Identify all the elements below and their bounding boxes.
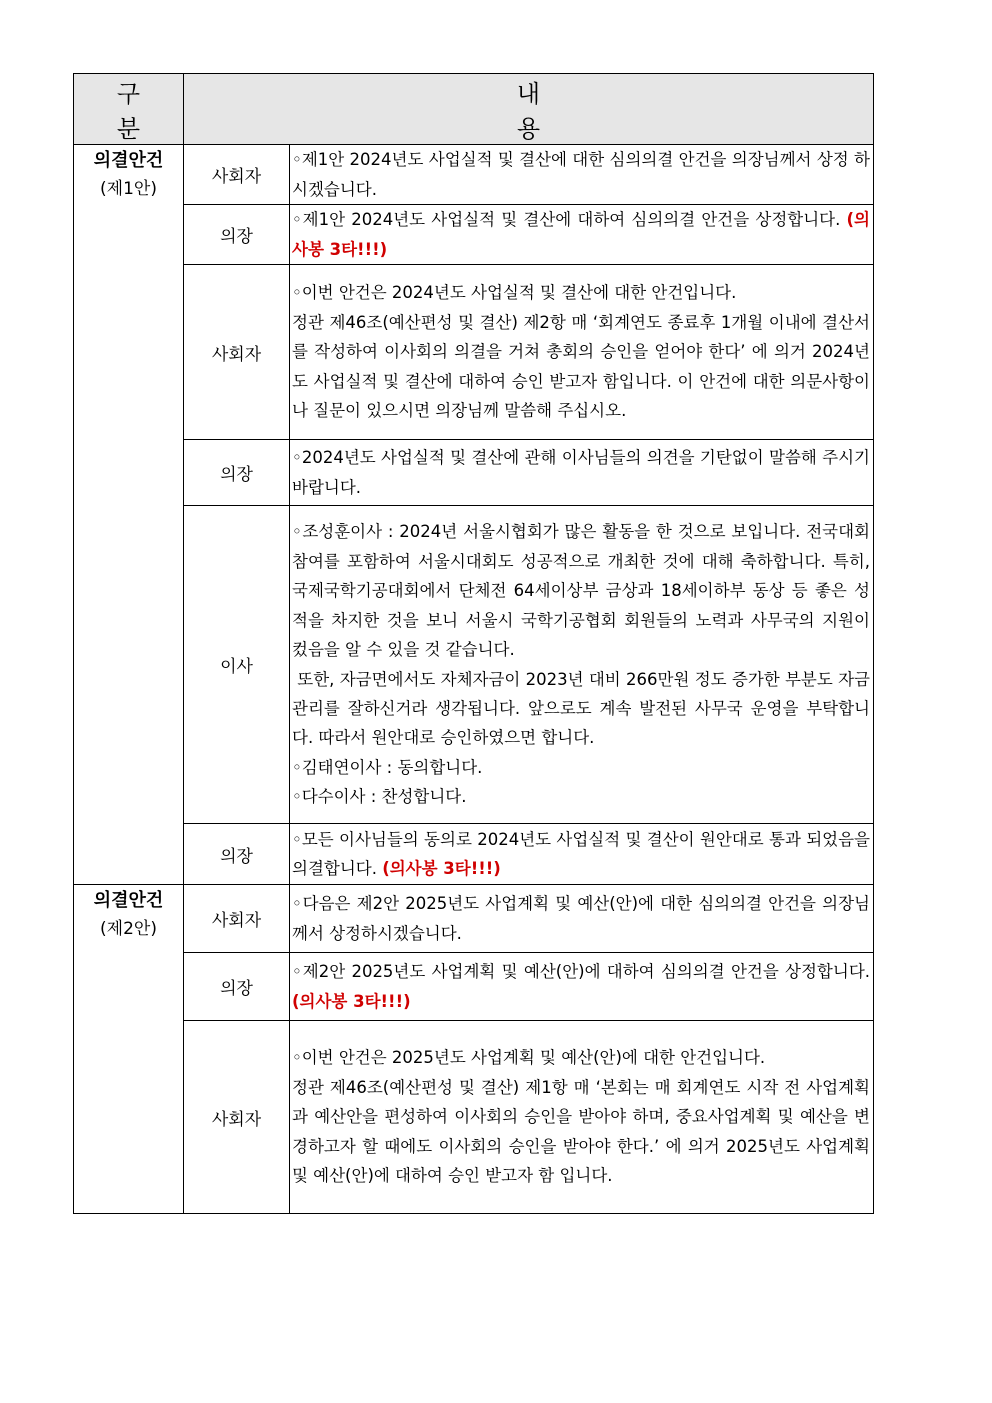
header-content: 내 용 — [184, 74, 874, 145]
agenda-title: 의결안건 — [93, 150, 164, 171]
content-text: ◦다수이사 : 찬성합니다. — [292, 787, 467, 807]
header-row — [74, 74, 874, 145]
content-cell — [290, 440, 874, 506]
speaker-cell: 의장 — [184, 824, 290, 885]
content-text: 또한, 자금면에서도 자체자금이 2023년 대비 266만원 정도 증가한 부분도 자금관리를 잘하신거라 생각됩니다. 앞으로도 계속 발전된 사무국 운영을 부탁합니다. 따라서 원안대로 승인하였으면 합니다. — [292, 669, 870, 748]
table-row — [74, 145, 874, 205]
content-text: ◦이번 안건은 2025년도 사업계획 및 예산(안)에 대한 안건입니다. — [292, 1048, 766, 1068]
table-row — [74, 1021, 874, 1214]
table-row — [74, 953, 874, 1021]
content-text: ◦다음은 제2안 2025년도 사업계획 및 예산(안)에 대한 심의의결 안건을 의장님께서 상정하시겠습니다. — [292, 894, 870, 943]
table-row — [74, 440, 874, 506]
content-cell — [290, 824, 874, 885]
speaker-cell: 사회자 — [184, 1021, 290, 1214]
content-cell — [290, 885, 874, 953]
content-text: ◦이번 안건은 2024년도 사업실적 및 결산에 대한 안건입니다. — [292, 283, 737, 303]
content-cell — [290, 953, 874, 1021]
content-text: ◦제1안 2024년도 사업실적 및 결산에 대하여 심의의결 안건을 상정합니다. — [292, 210, 847, 230]
table-row — [74, 265, 874, 440]
agenda-1-cell — [74, 145, 184, 885]
table-row — [74, 824, 874, 885]
content-cell — [290, 205, 874, 265]
agenda-number: (제2안) — [100, 919, 157, 939]
speaker-cell: 사회자 — [184, 885, 290, 953]
gavel-note: (의사봉 3타!!!) — [292, 210, 870, 259]
content-cell — [290, 1021, 874, 1214]
table-row — [74, 506, 874, 824]
speaker-cell: 의장 — [184, 440, 290, 506]
content-text: 정관 제46조(예산편성 및 결산) 제2항 매 ‘회계연도 종료후 1개월 이내에 결산서를 작성하여 이사회의 의결을 거쳐 총회의 승인을 얻어야 한다’ 에 의거 2024년도 사업실적 및 결산에 대하여 승인 받고자 함입니다. 이 안건에 대한 의문사항이나 질문이 있으시면 의장님께 말씀해 주십시오. — [292, 312, 870, 421]
gavel-note: (의사봉 3타!!!) — [382, 859, 501, 878]
content-text: ◦조성훈이사 : 2024년 서울시협회가 많은 활동을 한 것으로 보입니다. 전국대회 참여를 포함하여 서울시대회도 성공적으로 개최한 것에 대해 축하합니다. 특히, 국제국학기공대회에서 단체전 64세이상부 금상과 18세이하부 동상 등 좋은 성적을 차지한 것을 보니 서울시 국학기공협회 회원들의 노력과 사무국의 지원이 컸음을 알 수 있을 것 같습니다. — [292, 522, 870, 660]
content-text: ◦김태연이사 : 동의합니다. — [292, 757, 483, 777]
speaker-cell: 의장 — [184, 205, 290, 265]
speaker-cell: 사회자 — [184, 265, 290, 440]
agenda-2-cell — [74, 885, 184, 1214]
speaker-cell: 의장 — [184, 953, 290, 1021]
speaker-cell: 이사 — [184, 506, 290, 824]
content-cell — [290, 506, 874, 824]
header-gubun: 구 분 — [74, 74, 184, 145]
content-text: ◦제1안 2024년도 사업실적 및 결산에 대한 심의의결 안건을 의장님께서 상정 하시겠습니다. — [292, 150, 870, 199]
table-row — [74, 885, 874, 953]
content-cell — [290, 145, 874, 205]
content-text: ◦모든 이사님들의 동의로 2024년도 사업실적 및 결산이 원안대로 통과 되었음을 의결합니다. — [292, 829, 870, 878]
content-cell — [290, 265, 874, 440]
content-text: ◦2024년도 사업실적 및 결산에 관해 이사님들의 의견을 기탄없이 말씀해 주시기 바랍니다. — [292, 448, 870, 497]
content-text: 정관 제46조(예산편성 및 결산) 제1항 매 ‘본회는 매 회계연도 시작 전 사업계획과 예산안을 편성하여 이사회의 승인을 받아야 하며, 중요사업계획 및 예산을 변경하고자 할 때에도 이사회의 승인을 받아야 한다.’ 에 의거 2025년도 사업계획 및 예산(안)에 대하여 승인 받고자 함 입니다. — [292, 1077, 870, 1186]
minutes-table — [73, 73, 874, 1214]
content-text: ◦제2안 2025년도 사업계획 및 예산(안)에 대하여 심의의결 안건을 상정합니다. — [292, 962, 870, 982]
agenda-title: 의결안건 — [93, 890, 164, 911]
minutes-sheet — [73, 73, 873, 1214]
table-row — [74, 205, 874, 265]
agenda-number: (제1안) — [100, 179, 157, 199]
gavel-note: (의사봉 3타!!!) — [292, 991, 411, 1011]
speaker-cell: 사회자 — [184, 145, 290, 205]
